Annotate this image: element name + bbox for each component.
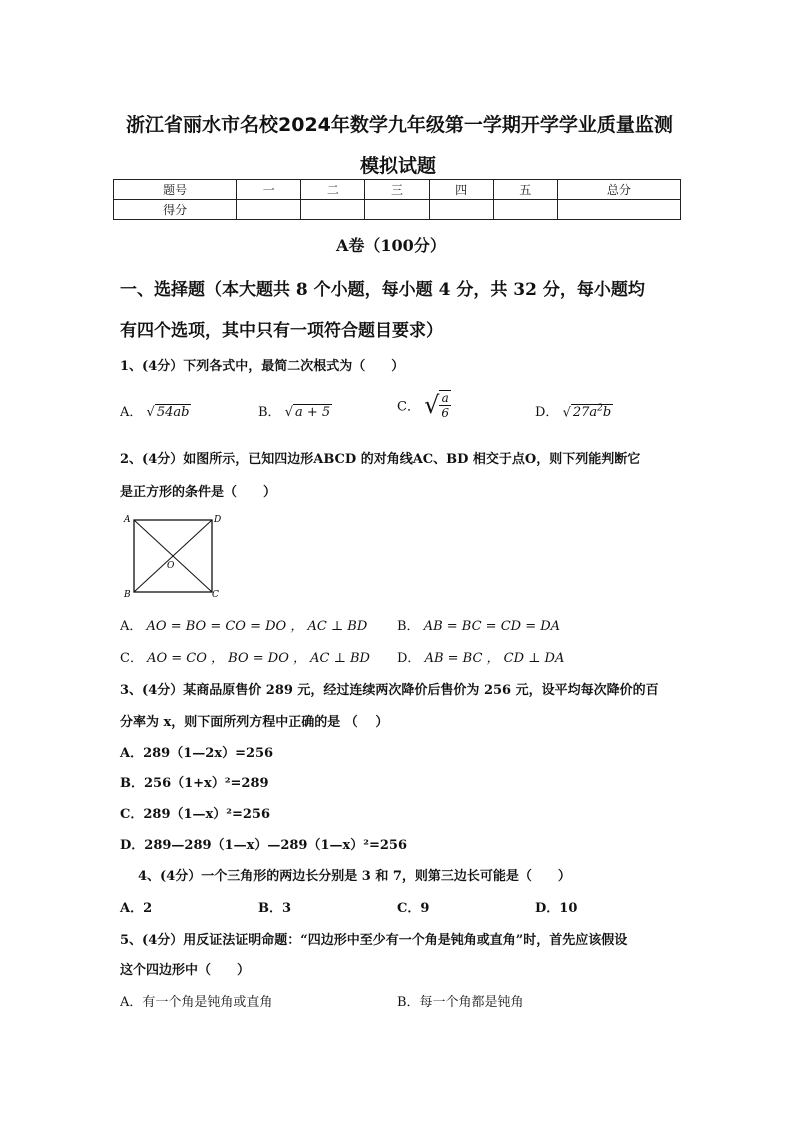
question-5-stem-line1: 5、(4分）用反证法证明命题：“四边形中至少有一个角是钝角或直角”时，首先应该假设 — [120, 933, 628, 948]
radicand — [571, 404, 613, 420]
label-c: C — [212, 590, 219, 600]
sqrt-sign: √ — [424, 391, 440, 419]
question-2-option-d[interactable] — [397, 647, 564, 666]
volume-heading: A卷（100分） — [336, 236, 446, 255]
score-input-cell — [429, 200, 493, 220]
question-2-option-b[interactable] — [397, 615, 560, 634]
numerator: a — [439, 391, 451, 406]
score-table-cell: 得分 — [114, 200, 237, 220]
question-4-option-a[interactable]: A．2 — [120, 901, 153, 916]
section-heading-line2: 有四个选项，其中只有一项符合题目要求） — [120, 321, 443, 341]
score-table-header-row — [114, 180, 681, 200]
label-a: A — [124, 515, 131, 525]
sqrt-expression: √ $27a^2b$ — [562, 403, 612, 420]
option-label: A． — [120, 405, 143, 420]
radicand-part: 27a — [572, 405, 598, 420]
sqrt-expression: √ 54ab — [146, 405, 190, 420]
question-3-stem-line1: 3、(4分）某商品原售价 289 元，经过连续两次降价后售价为 256 元，设平均每次降价的百 — [120, 683, 659, 698]
score-input-cell — [365, 200, 429, 220]
score-table — [113, 179, 681, 220]
question-2-option-a[interactable] — [120, 615, 367, 634]
page-title: 浙江省丽水市名校2024年数学九年级第一学期开学学业质量监测 — [126, 114, 673, 136]
question-3-option-c[interactable]: C．289（1—x）²=256 — [120, 807, 271, 822]
score-table-cell: 一 — [237, 180, 301, 200]
score-table-cell: 二 — [301, 180, 365, 200]
exponent: 2 — [597, 403, 603, 414]
label-b: B — [124, 590, 131, 600]
question-2-stem-line1: 2、(4分）如图所示，已知四边形ABCD 的对角线AC、BD 相交于点O，则下列能判断它 — [120, 452, 641, 467]
score-table-cell: 四 — [429, 180, 493, 200]
score-input-cell — [301, 200, 365, 220]
question-1-stem: 1、(4分）下列各式中，最简二次根式为（ ） — [120, 359, 405, 374]
score-table-score-row — [114, 200, 681, 220]
score-input-cell — [493, 200, 557, 220]
option-label: B． — [258, 405, 281, 420]
score-table-cell: 三 — [365, 180, 429, 200]
score-input-cell — [237, 200, 301, 220]
question-3-option-d[interactable]: D．289—289（1—x）—289（1—x）²=256 — [120, 838, 407, 853]
square-diagonals-figure — [122, 512, 226, 602]
radicand: a + 5 — [295, 405, 331, 420]
question-3-stem-line2: 分率为 x，则下面所列方程中正确的是 （ ） — [120, 715, 389, 730]
question-1-option-b[interactable] — [258, 401, 332, 420]
question-5-option-a[interactable]: A．有一个角是钝角或直角 — [120, 995, 273, 1010]
question-3-option-b[interactable]: B．256（1+x）²=289 — [120, 776, 269, 791]
option-label: C． — [120, 651, 143, 666]
sqrt-expression: √ a + 5 — [284, 405, 331, 420]
option-text: AB = BC = CD = DA — [423, 619, 561, 634]
question-3-option-a[interactable]: A．289（1—2x）=256 — [120, 746, 274, 761]
question-4-option-c[interactable]: C．9 — [397, 901, 430, 916]
radicand-part: b — [602, 405, 612, 420]
question-1-option-d[interactable] — [535, 401, 613, 420]
score-input-cell — [557, 200, 680, 220]
fraction — [439, 390, 451, 420]
section-heading-line1: 一、选择题（本大题共 8 个小题，每小题 4 分，共 32 分，每小题均 — [120, 280, 645, 300]
option-label: D． — [535, 405, 559, 420]
score-table-cell: 总分 — [557, 180, 680, 200]
option-label: D． — [397, 651, 421, 666]
question-4-option-d[interactable]: D．10 — [535, 901, 578, 916]
question-2-option-c[interactable] — [120, 647, 370, 666]
denominator: 6 — [441, 406, 450, 420]
option-label: C． — [397, 399, 420, 415]
label-d: D — [214, 515, 222, 525]
question-2-stem-line2: 是正方形的条件是（ ） — [120, 485, 277, 500]
question-5-option-b[interactable]: B．每一个角都是钝角 — [397, 995, 524, 1010]
question-4-stem: 4、(4分）一个三角形的两边长分别是 3 和 7，则第三边长可能是（ ） — [138, 869, 571, 884]
option-text: AO = BO = CO = DO ， AC ⊥ BD — [146, 619, 368, 634]
option-text: AO = CO ， BO = DO ， AC ⊥ BD — [147, 651, 370, 666]
question-5-stem-line2: 这个四边形中（ ） — [120, 963, 251, 978]
question-1-option-a[interactable] — [120, 401, 191, 420]
radicand: 54ab — [156, 405, 190, 420]
score-table-cell: 题号 — [114, 180, 237, 200]
score-table-cell: 五 — [493, 180, 557, 200]
question-4-option-b[interactable]: B．3 — [258, 901, 292, 916]
page-subtitle: 模拟试题 — [360, 155, 437, 177]
option-label: A． — [120, 619, 143, 634]
option-text: AB = BC ， CD ⊥ DA — [424, 651, 565, 666]
label-o: O — [167, 561, 175, 571]
question-1-option-c[interactable] — [397, 390, 451, 420]
option-label: B． — [397, 619, 420, 634]
